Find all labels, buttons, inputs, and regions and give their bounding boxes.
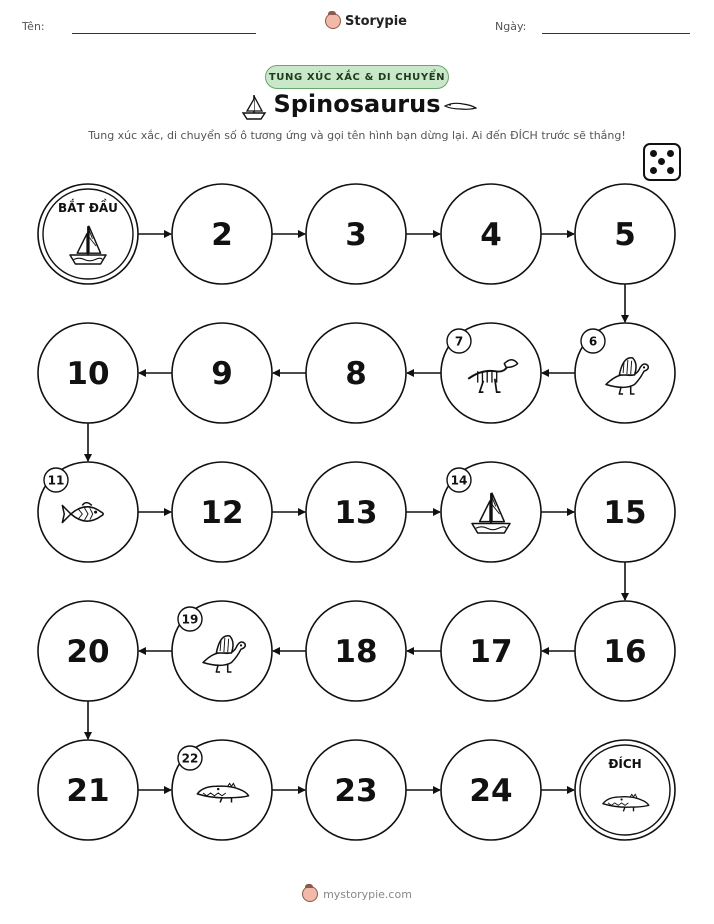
cell-number: 15 [603,495,647,531]
cell-number: 5 [614,217,636,253]
cell-number: 11 [47,473,65,488]
footer [0,886,714,902]
board-cell-5 [575,184,675,284]
start-label: BẮT ĐẦU [58,201,118,215]
cell-number: 4 [480,217,502,253]
board-cell-15 [575,462,675,562]
board-cell-21 [38,740,138,840]
board-cell-19 [172,601,272,701]
cell-number: 22 [181,751,199,766]
activity-badge: TUNG XÚC XẮC & DI CHUYỂN [265,65,449,89]
board-cell-11 [38,462,138,562]
board-cell-7 [441,323,541,423]
board-cell-16 [575,601,675,701]
mascot-icon [302,886,318,902]
board-cell-8 [306,323,406,423]
page-title: Spinosaurus [273,90,441,118]
board-cell-22 [172,740,272,840]
instructions: Tung xúc xắc, di chuyển số ô tương ứng và gọi tên hình bạn dừng lại. Ai đến ĐÍCH trước sẽ thắng! [88,129,626,142]
cell-number: 9 [211,356,233,392]
board-cell-13 [306,462,406,562]
cell-number: 14 [450,473,468,488]
brand-name: Storypie [345,13,407,29]
board-cell-23 [306,740,406,840]
board-cell-20 [38,601,138,701]
board-cell-10 [38,323,138,423]
cell-number: 7 [454,334,464,349]
cell-number: 8 [345,356,367,392]
board-cell-1 [38,184,138,284]
cell-number: 19 [181,612,199,627]
board-cell-14 [441,462,541,562]
board-cell-3 [306,184,406,284]
cell-number: 18 [334,634,378,670]
board-cell-18 [306,601,406,701]
cell-number: 3 [345,217,367,253]
board-cell-12 [172,462,272,562]
date-label: Ngày: [495,20,527,33]
name-label: Tên: [22,20,45,33]
cell-number: 2 [211,217,233,253]
cell-number: 6 [588,334,598,349]
cell-number: 10 [66,356,110,392]
board-cell-9 [172,323,272,423]
cell-number: 24 [469,773,513,809]
finish-label: ĐÍCH [608,757,642,771]
cell-number: 13 [334,495,378,531]
board-cell-24 [441,740,541,840]
cell-number: 20 [66,634,110,670]
cell-number: 23 [334,773,378,809]
cell-number: 16 [603,634,647,670]
board-cell-6 [575,323,675,423]
board-cell-4 [441,184,541,284]
cell-number: 17 [469,634,513,670]
board-cell-2 [172,184,272,284]
board-cell-25 [575,740,675,840]
board-cell-17 [441,601,541,701]
cell-number: 12 [200,495,244,531]
cell-number: 21 [66,773,110,809]
footer-url: mystorypie.com [323,887,412,901]
